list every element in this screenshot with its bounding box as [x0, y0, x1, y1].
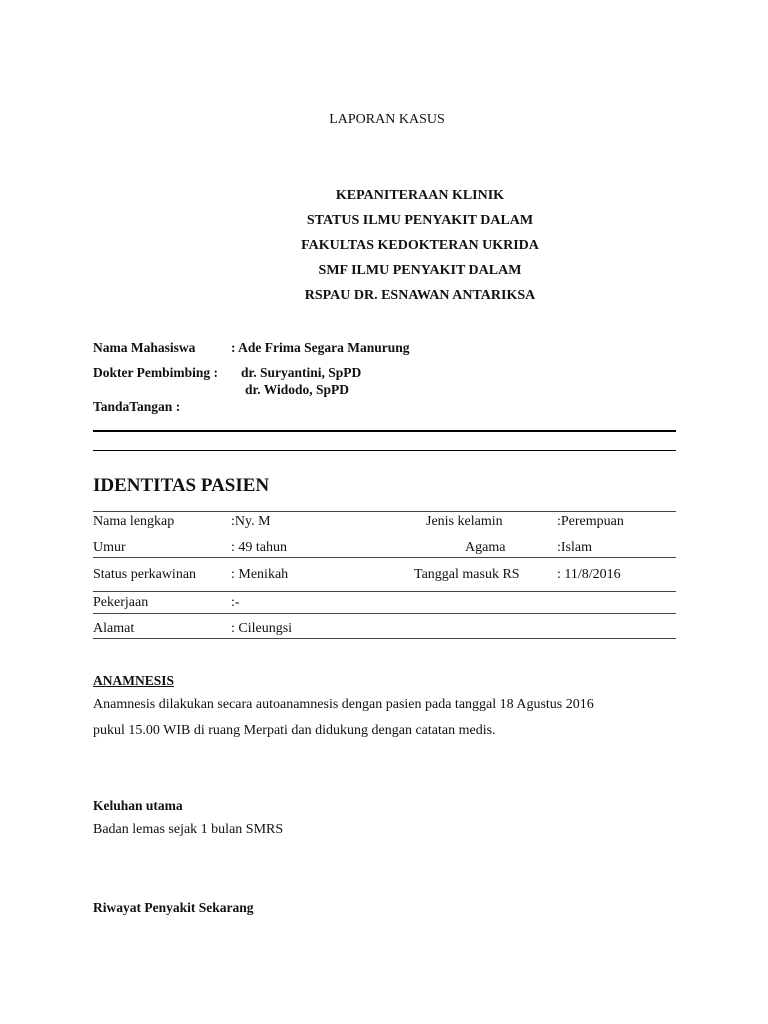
chief-complaint-text: Badan lemas sejak 1 bulan SMRS — [93, 822, 284, 837]
row-value: : Menikah — [231, 567, 289, 582]
anamnesis-heading: ANAMNESIS — [93, 673, 175, 688]
chief-complaint-heading: Keluhan utama — [93, 798, 183, 813]
report-title: LAPORAN KASUS — [329, 112, 445, 127]
row-label-2: Tanggal masuk RS — [414, 567, 520, 582]
student-label: Nama Mahasiswa — [93, 340, 196, 355]
header-line-2: STATUS ILMU PENYAKIT DALAM — [306, 213, 534, 228]
row-label-2: Jenis kelamin — [426, 514, 503, 529]
row-value-2: :Islam — [557, 540, 592, 555]
supervisor-value-1: dr. Suryantini, SpPD — [241, 365, 362, 380]
header-line-3: FAKULTAS KEDOKTERAN UKRIDA — [301, 238, 539, 253]
row-label: Status perkawinan — [93, 567, 197, 582]
row-label: Nama lengkap — [93, 514, 175, 529]
table-line — [93, 557, 676, 558]
header-line-1: KEPANITERAAN KLINIK — [335, 188, 505, 203]
row-value: : Cileungsi — [231, 621, 293, 636]
header-line-5: RSPAU DR. ESNAWAN ANTARIKSA — [304, 288, 536, 303]
present-illness-heading: Riwayat Penyakit Sekarang — [93, 900, 254, 915]
student-value: : Ade Frima Segara Manurung — [231, 340, 410, 355]
anamnesis-line-2: pukul 15.00 WIB di ruang Merpati dan didukung dengan catatan medis. — [93, 723, 496, 738]
supervisor-value-2: dr. Widodo, SpPD — [245, 382, 350, 397]
table-line — [93, 511, 676, 512]
signature-label: TandaTangan : — [93, 399, 181, 414]
separator-thin — [93, 450, 676, 451]
row-label: Pekerjaan — [93, 595, 149, 610]
row-label-2: Agama — [465, 540, 506, 555]
separator-thick — [93, 430, 676, 432]
row-value: :- — [231, 595, 240, 610]
row-value-2: :Perempuan — [557, 514, 624, 529]
row-value: :Ny. M — [231, 514, 271, 529]
row-value: : 49 tahun — [231, 540, 287, 555]
row-label: Umur — [93, 540, 126, 555]
supervisor-label: Dokter Pembimbing : — [93, 365, 218, 380]
header-line-4: SMF ILMU PENYAKIT DALAM — [318, 263, 522, 278]
table-line — [93, 638, 676, 639]
table-line — [93, 591, 676, 592]
table-line — [93, 613, 676, 614]
row-label: Alamat — [93, 621, 135, 636]
row-value-2: : 11/8/2016 — [557, 567, 621, 582]
identity-heading: IDENTITAS PASIEN — [93, 475, 270, 496]
anamnesis-line-1: Anamnesis dilakukan secara autoanamnesis dengan pasien pada tanggal 18 Agustus 2016 — [93, 697, 594, 712]
